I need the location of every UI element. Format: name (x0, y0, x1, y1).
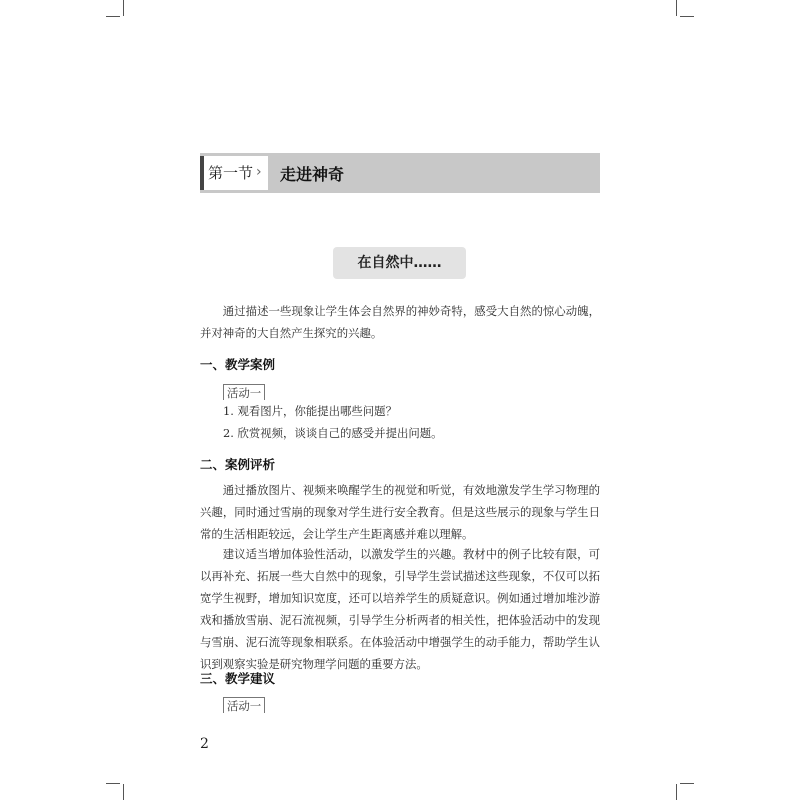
case-item-1: 1. 观看图片，你能提出哪些问题？ (223, 404, 397, 418)
analysis-paragraph-1: 通过播放图片、视频来唤醒学生的视觉和听觉，有效地激发学生学习物理的兴趣，同时通过雪崩的现象对学生进行安全教育。但是这些展示的现象与学生日常的生活相距较远，会让学生产生距离感并难以理解。 (200, 483, 600, 541)
crop-mark-bottom-right-h (680, 783, 694, 784)
intro-paragraph: 通过描述一些现象让学生体会自然界的神妙奇特，感受大自然的惊心动魄，并对神奇的大自然产生探究的兴趣。 (200, 304, 600, 340)
heading-teaching-case: 一、教学案例 (200, 357, 276, 372)
chevron-right-icon: › (256, 164, 262, 180)
crop-mark-top-right (676, 0, 677, 16)
crop-mark-top-left (123, 0, 124, 16)
case-item-2: 2. 欣赏视频，谈谈自己的感受并提出问题。 (223, 426, 443, 440)
activity-label-case: 活动一 (223, 384, 265, 400)
crop-mark-top-right-h (680, 16, 694, 17)
crop-mark-bottom-left-h (106, 783, 120, 784)
analysis-paragraph-2: 建议适当增加体验性活动，以激发学生的兴趣。教材中的例子比较有限，可以再补充、拓展一些大自然中的现象，引导学生尝试描述这些现象，不仅可以拓宽学生视野，增加知识宽度，还可以培养学生的质疑意识。例如通过增加堆沙游戏和播放雪崩、泥石流视频，引导学生分析两者的相关性，把体验活动中的发现与雪崩、泥石流等现象相联系。在体验活动中增强学生的动手能力，帮助学生认识到观察实验是研究物理学问题的重要方法。 (200, 547, 600, 671)
subtitle-box: 在自然中…… (333, 247, 466, 279)
crop-mark-top-left-h (106, 16, 120, 17)
section-number-label: 第一节 (200, 156, 268, 190)
page-number: 2 (200, 736, 209, 752)
section-title: 走进神奇 (280, 165, 345, 184)
crop-mark-bottom-right (676, 784, 677, 800)
heading-teaching-suggestion: 三、教学建议 (200, 671, 276, 686)
heading-case-analysis: 二、案例评析 (200, 457, 276, 472)
activity-label-suggestion: 活动一 (223, 697, 265, 713)
crop-mark-bottom-left (123, 784, 124, 800)
